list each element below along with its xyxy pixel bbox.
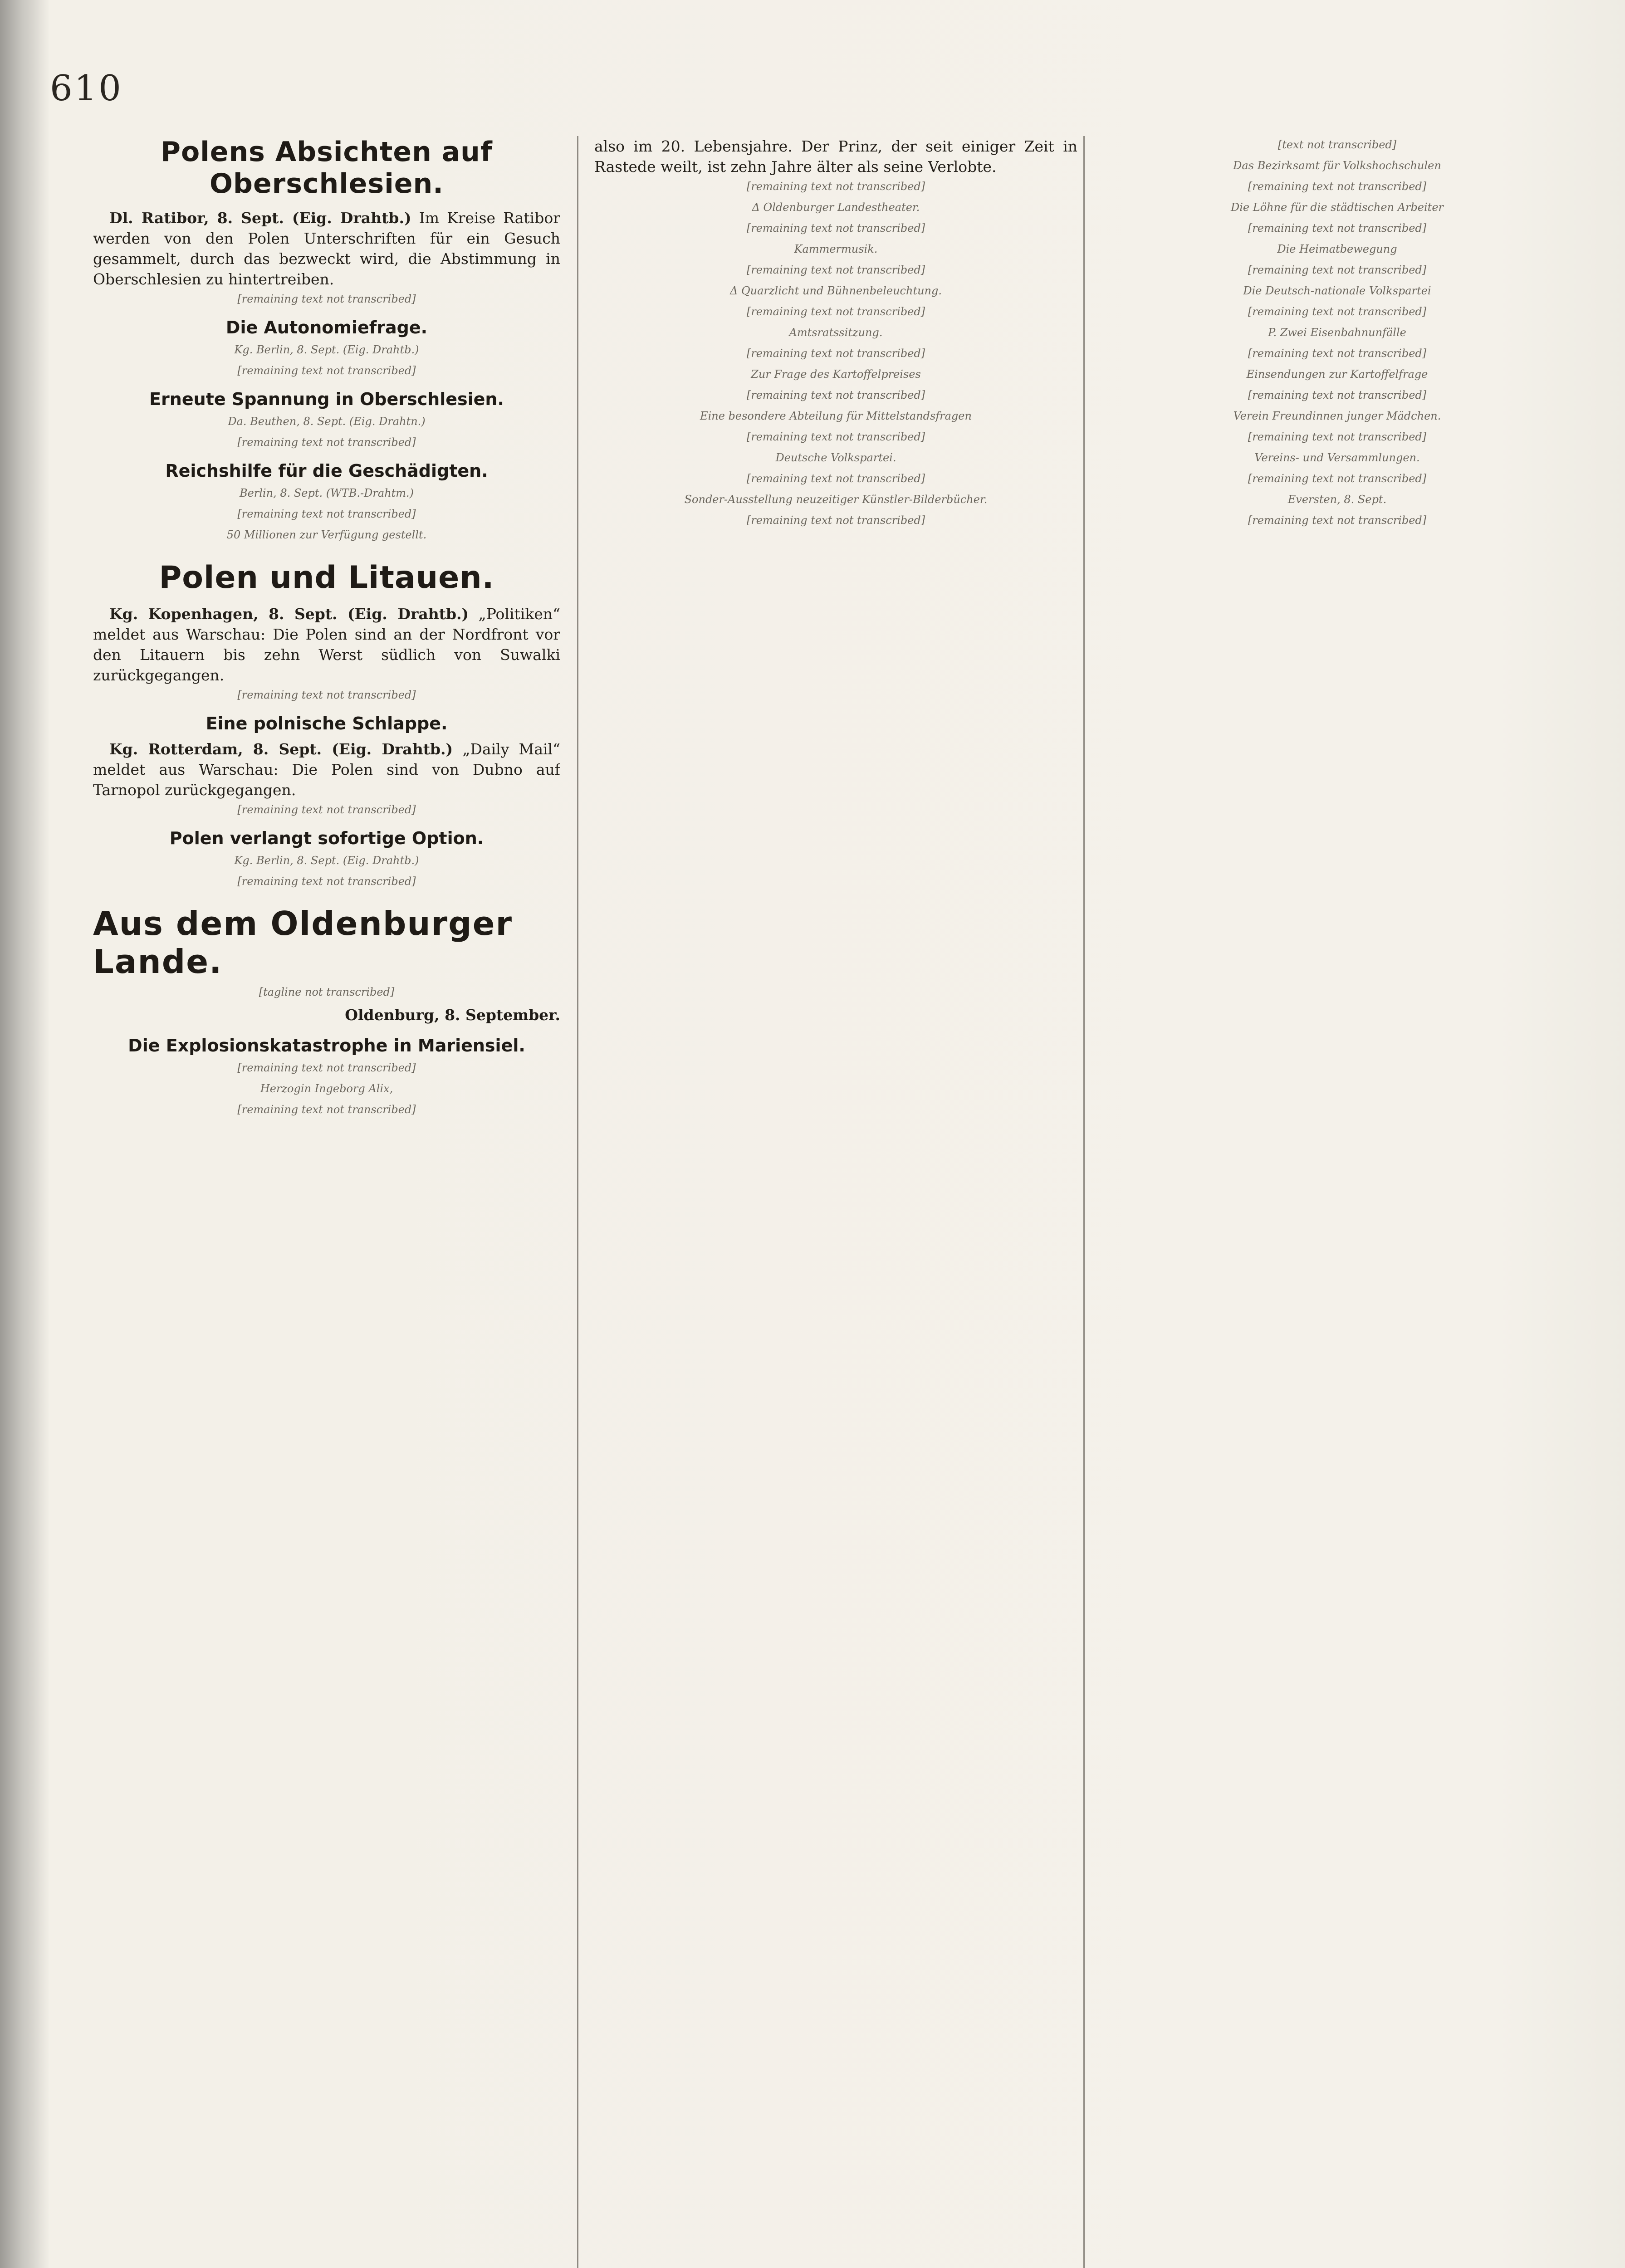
partial-note: [remaining text not transcribed] — [746, 264, 925, 276]
kartoffel-subhead: Zur Frage des Kartoffelpreises — [751, 368, 921, 381]
litauen-report — [93, 604, 560, 685]
relief-dateline: Berlin, 8. Sept. (WTB.-Drahtm.) — [239, 487, 414, 499]
eversten-dateline: Eversten, 8. Sept. — [1287, 493, 1387, 506]
partial-note: [remaining text not transcribed] — [746, 389, 925, 401]
tension-dateline: Da. Beuthen, 8. Sept. (Eig. Drahtn.) — [228, 415, 426, 428]
partial-note: [remaining text not transcribed] — [1248, 180, 1427, 193]
oldenburg-dateline: Oldenburg, 8. September. — [345, 1006, 560, 1024]
partial-note: [remaining text not transcribed] — [1248, 305, 1427, 318]
schlappe-text: „Daily Mail“ meldet aus Warschau: Die Polen sind von Dubno auf Tarnopol zurückgegangen. — [93, 740, 560, 799]
partial-note: [remaining text not transcribed] — [1248, 430, 1427, 443]
versammlung-subhead: Vereins- und Versammlungen. — [1254, 451, 1420, 464]
col2-lead-text: also im 20. Lebensjahre. Der Prinz, der seit einiger Zeit in Rastede weilt, ist zehn Jahre älter als seine Verlobte. — [594, 137, 1077, 176]
headline-polens-absichten: Polens Absichten auf Oberschlesien. — [160, 136, 493, 200]
litauen-dateline: Kg. Kopenhagen, 8. Sept. (Eig. Drahtb.) — [109, 605, 469, 623]
partial-note: [remaining text not transcribed] — [237, 364, 416, 377]
quarzlicht-subhead: Δ Quarzlicht und Bühnenbeleuchtung. — [730, 284, 942, 297]
partial-note: [remaining text not transcribed] — [237, 1103, 416, 1116]
litauen-text: „Politiken“ meldet aus Warschau: Die Polen sind an der Nordfront vor den Litauern bis zehn Werst südlich von Suwalki zurückgegangen. — [93, 605, 560, 684]
partial-note: [remaining text not transcribed] — [237, 293, 416, 305]
duchess-dateline: Herzogin Ingeborg Alix, — [260, 1082, 393, 1095]
lead-text: Im Kreise Ratibor werden von den Polen Unterschriften für ein Gesuch gesammelt, durch das bezweckt wird, die Abstimmung in Oberschlesien zu hintertreiben. — [93, 209, 560, 288]
column-2 — [594, 136, 1077, 2268]
subhead-reichshilfe: Reichshilfe für die Geschädigten. — [165, 461, 488, 481]
partial-note: [remaining text not transcribed] — [237, 436, 416, 449]
partial-note: [remaining text not transcribed] — [1248, 389, 1427, 401]
subhead-sofortige-option: Polen verlangt sofortige Option. — [169, 828, 484, 848]
option-dateline: Kg. Berlin, 8. Sept. (Eig. Drahtb.) — [234, 854, 419, 867]
column-1 — [93, 136, 560, 2268]
partial-note: [remaining text not transcribed] — [237, 875, 416, 888]
partial-note: [remaining text not transcribed] — [746, 222, 925, 235]
partial-note: [remaining text not transcribed] — [237, 1061, 416, 1074]
column-3 — [1091, 136, 1583, 2268]
kammermusik-subhead: Kammermusik. — [794, 243, 878, 255]
partial-note: [remaining text not transcribed] — [237, 689, 416, 701]
lead-dateline: Dl. Ratibor, 8. Sept. (Eig. Drahtb.) — [109, 209, 411, 227]
partial-note: [remaining text not transcribed] — [237, 508, 416, 520]
arbeiter-subhead: Die Löhne für die städtischen Arbeiter — [1230, 201, 1444, 214]
partial-note: [remaining text not transcribed] — [1248, 264, 1427, 276]
headline-polen-und-litauen: Polen und Litauen. — [159, 560, 494, 596]
subhead-explosionskatastrophe: Die Explosionskatastrophe in Mariensiel. — [128, 1036, 525, 1056]
volkshochschule-subhead: Das Bezirksamt für Volkshochschulen — [1233, 159, 1441, 172]
partial-note: [text not transcribed] — [1277, 138, 1397, 151]
section-tagline-note: [tagline not transcribed] — [259, 986, 395, 998]
amtsrat-subhead: Amtsratssitzung. — [789, 326, 883, 339]
theater-subhead: Δ Oldenburger Landestheater. — [752, 201, 920, 214]
schlappe-dateline: Kg. Rotterdam, 8. Sept. (Eig. Drahtb.) — [109, 740, 453, 758]
heimatbewegung-subhead: Die Heimatbewegung — [1277, 243, 1397, 255]
partial-note: [remaining text not transcribed] — [1248, 472, 1427, 485]
mittelstand-subhead: Eine besondere Abteilung für Mittelstandsfragen — [700, 410, 972, 422]
partial-note: [remaining text not transcribed] — [1248, 222, 1427, 235]
column-rule-2 — [1083, 136, 1085, 2268]
partial-note: [remaining text not transcribed] — [1248, 347, 1427, 360]
partial-note: [remaining text not transcribed] — [237, 803, 416, 816]
headline-oldenburger-lande: Aus dem Oldenburger Lande. — [93, 904, 513, 981]
partial-note: [remaining text not transcribed] — [746, 514, 925, 527]
bilderbuch-subhead: Sonder-Ausstellung neuzeitiger Künstler-Bilderbücher. — [684, 493, 988, 506]
verein-subhead: Verein Freundinnen junger Mädchen. — [1233, 410, 1441, 422]
column-rule-1 — [577, 136, 578, 2268]
binding-gutter-shadow — [0, 0, 50, 2268]
relief-closing: 50 Millionen zur Verfügung gestellt. — [226, 528, 427, 541]
autonomy-dateline: Kg. Berlin, 8. Sept. (Eig. Drahtb.) — [234, 343, 419, 356]
volkspartei-subhead-col3: Die Deutsch-nationale Volkspartei — [1243, 284, 1431, 297]
partial-note: [remaining text not transcribed] — [746, 180, 925, 193]
page-number: 610 — [50, 68, 123, 109]
partial-note: [remaining text not transcribed] — [1248, 514, 1427, 527]
partial-note: [remaining text not transcribed] — [746, 472, 925, 485]
subhead-autonomiefrage: Die Autonomiefrage. — [225, 318, 428, 337]
article-lead — [93, 208, 560, 289]
partial-note: [remaining text not transcribed] — [746, 430, 925, 443]
volkspartei-subhead: Deutsche Volkspartei. — [775, 451, 896, 464]
subhead-polnische-schlappe: Eine polnische Schlappe. — [206, 714, 448, 733]
kartoffel-subhead-col3: Einsendungen zur Kartoffelfrage — [1246, 368, 1428, 381]
subhead-erneute-spannung: Erneute Spannung in Oberschlesien. — [149, 389, 504, 409]
partial-note: [remaining text not transcribed] — [746, 347, 925, 360]
schlappe-report — [93, 739, 560, 800]
unfall-dateline: P. Zwei Eisenbahnunfälle — [1268, 326, 1406, 339]
partial-note: [remaining text not transcribed] — [746, 305, 925, 318]
